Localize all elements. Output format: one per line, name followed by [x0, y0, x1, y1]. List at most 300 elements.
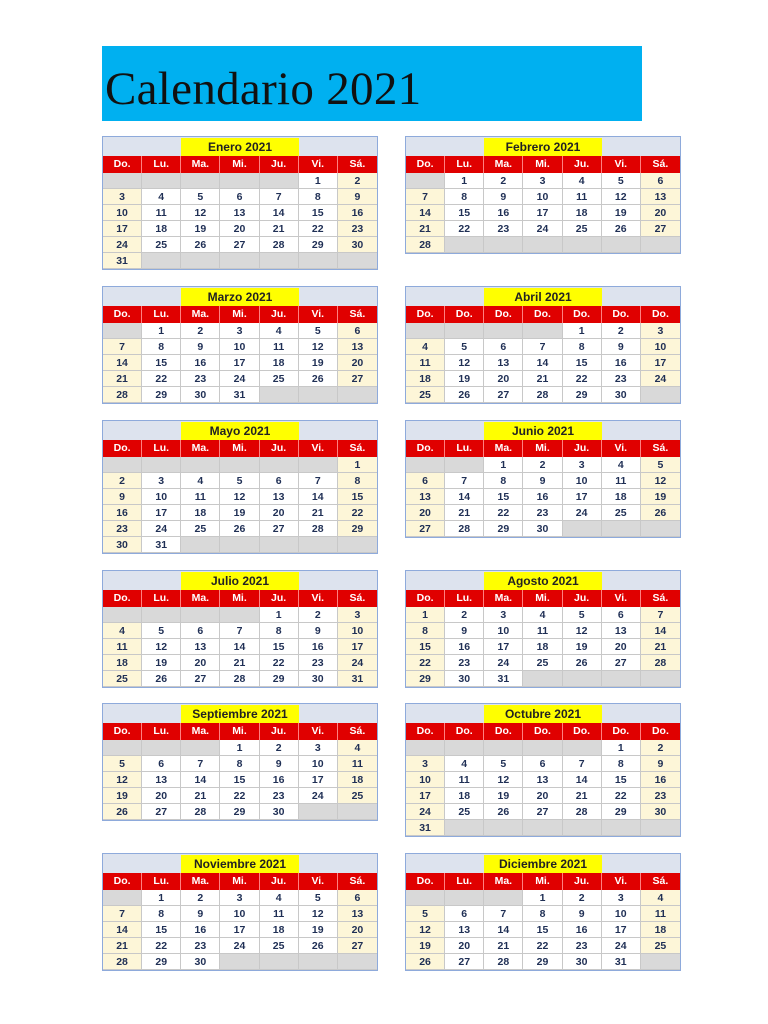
empty-day-cell	[260, 537, 299, 553]
day-cell: 23	[563, 938, 602, 954]
day-cell: 31	[220, 387, 259, 403]
empty-day-cell	[260, 253, 299, 269]
day-cell: 8	[338, 473, 377, 489]
day-cell: 18	[445, 788, 484, 804]
day-cell: 12	[299, 339, 338, 355]
weekday-label: Do.	[641, 723, 680, 740]
month-name: Julio 2021	[181, 572, 299, 590]
month-name: Octubre 2021	[484, 705, 602, 723]
week-row	[406, 890, 680, 906]
day-cell: 10	[338, 623, 377, 639]
day-cell: 17	[142, 505, 181, 521]
week-row	[406, 387, 680, 403]
day-cell: 25	[406, 387, 445, 403]
day-cell: 3	[602, 890, 641, 906]
empty-day-cell	[142, 457, 181, 473]
day-cell: 1	[406, 607, 445, 623]
weekday-label: Mi.	[220, 156, 259, 173]
empty-day-cell	[602, 820, 641, 836]
day-cell: 28	[484, 954, 523, 970]
week-row	[103, 954, 377, 970]
week-row	[103, 772, 377, 788]
day-cell: 30	[299, 671, 338, 687]
weekday-label: Lu.	[142, 306, 181, 323]
day-cell: 4	[260, 890, 299, 906]
weekday-label: Ju.	[260, 156, 299, 173]
day-cell: 4	[641, 890, 680, 906]
week-row	[103, 253, 377, 269]
day-cell: 21	[181, 788, 220, 804]
week-row	[103, 205, 377, 221]
day-cell: 3	[220, 890, 259, 906]
month-header	[103, 287, 377, 306]
day-cell: 31	[142, 537, 181, 553]
week-row	[406, 371, 680, 387]
week-row	[406, 655, 680, 671]
day-cell: 6	[181, 623, 220, 639]
weekday-label: Mi.	[220, 873, 259, 890]
month-name: Diciembre 2021	[484, 855, 602, 873]
day-cell: 25	[445, 804, 484, 820]
month-header	[406, 421, 680, 440]
day-cell: 15	[220, 772, 259, 788]
day-cell: 13	[338, 339, 377, 355]
day-cell: 19	[181, 221, 220, 237]
day-cell: 4	[181, 473, 220, 489]
weekday-label: Ma.	[181, 590, 220, 607]
day-cell: 4	[523, 607, 562, 623]
day-cell: 10	[103, 205, 142, 221]
week-row	[406, 922, 680, 938]
empty-day-cell	[523, 820, 562, 836]
day-cell: 22	[338, 505, 377, 521]
day-cell: 16	[338, 205, 377, 221]
day-cell: 3	[299, 740, 338, 756]
day-cell: 12	[299, 906, 338, 922]
empty-day-cell	[299, 457, 338, 473]
weekday-label: Ma.	[181, 156, 220, 173]
day-cell: 3	[103, 189, 142, 205]
month-header	[406, 137, 680, 156]
day-cell: 28	[103, 954, 142, 970]
day-cell: 29	[142, 387, 181, 403]
day-cell: 11	[602, 473, 641, 489]
empty-day-cell	[338, 537, 377, 553]
day-cell: 22	[602, 788, 641, 804]
day-cell: 15	[484, 489, 523, 505]
empty-day-cell	[220, 607, 259, 623]
day-cell: 2	[103, 473, 142, 489]
day-cell: 11	[260, 906, 299, 922]
day-cell: 14	[220, 639, 259, 655]
weekday-label: Sá.	[641, 590, 680, 607]
empty-day-cell	[445, 740, 484, 756]
week-row	[103, 623, 377, 639]
day-cell: 10	[523, 189, 562, 205]
weekday-label: Mi.	[523, 440, 562, 457]
empty-day-cell	[641, 237, 680, 253]
day-cell: 12	[563, 623, 602, 639]
day-cell: 30	[602, 387, 641, 403]
day-cell: 11	[445, 772, 484, 788]
day-cell: 5	[142, 623, 181, 639]
day-cell: 5	[103, 756, 142, 772]
day-cell: 30	[260, 804, 299, 820]
weekday-label: Vi.	[602, 156, 641, 173]
day-cell: 27	[181, 671, 220, 687]
empty-day-cell	[445, 890, 484, 906]
day-cell: 23	[181, 938, 220, 954]
page-title: Calendario 2021	[105, 63, 422, 115]
day-cell: 28	[445, 521, 484, 537]
day-cell: 2	[260, 740, 299, 756]
weekday-label: Ju.	[563, 590, 602, 607]
week-row	[103, 938, 377, 954]
day-cell: 3	[563, 457, 602, 473]
day-cell: 12	[220, 489, 259, 505]
day-cell: 9	[523, 473, 562, 489]
empty-day-cell	[484, 890, 523, 906]
day-cell: 29	[563, 387, 602, 403]
day-cell: 20	[260, 505, 299, 521]
week-row	[103, 355, 377, 371]
week-row	[406, 189, 680, 205]
day-cell: 1	[523, 890, 562, 906]
week-row	[103, 740, 377, 756]
day-cell: 9	[484, 189, 523, 205]
day-cell: 24	[103, 237, 142, 253]
day-cell: 17	[641, 355, 680, 371]
day-cell: 17	[406, 788, 445, 804]
day-cell: 11	[563, 189, 602, 205]
day-cell: 7	[484, 906, 523, 922]
day-cell: 19	[563, 639, 602, 655]
day-cell: 8	[602, 756, 641, 772]
day-cell: 19	[299, 922, 338, 938]
weekday-label: Do.	[563, 306, 602, 323]
empty-day-cell	[181, 457, 220, 473]
weekday-label: Do.	[103, 306, 142, 323]
weekday-label: Do.	[484, 306, 523, 323]
weekday-label: Do.	[103, 156, 142, 173]
day-cell: 19	[641, 489, 680, 505]
week-row	[103, 505, 377, 521]
month-name: Febrero 2021	[484, 138, 602, 156]
day-cell: 11	[260, 339, 299, 355]
day-cell: 28	[299, 521, 338, 537]
day-cell: 27	[220, 237, 259, 253]
day-cell: 29	[142, 954, 181, 970]
empty-day-cell	[445, 820, 484, 836]
day-cell: 11	[103, 639, 142, 655]
weekday-label: Ma.	[484, 156, 523, 173]
empty-day-cell	[641, 954, 680, 970]
day-cell: 7	[103, 339, 142, 355]
day-cell: 15	[602, 772, 641, 788]
day-cell: 15	[406, 639, 445, 655]
day-cell: 18	[181, 505, 220, 521]
day-cell: 17	[299, 772, 338, 788]
weekday-header-row	[103, 590, 377, 607]
weekday-label: Vi.	[299, 590, 338, 607]
empty-day-cell	[445, 237, 484, 253]
day-cell: 20	[602, 639, 641, 655]
month-header	[103, 704, 377, 723]
day-cell: 22	[563, 371, 602, 387]
day-cell: 1	[445, 173, 484, 189]
weekday-label: Vi.	[299, 440, 338, 457]
day-cell: 31	[484, 671, 523, 687]
empty-day-cell	[602, 671, 641, 687]
week-row	[406, 639, 680, 655]
week-row	[406, 804, 680, 820]
day-cell: 20	[220, 221, 259, 237]
day-cell: 17	[220, 922, 259, 938]
weekday-label: Vi.	[602, 440, 641, 457]
week-row	[103, 890, 377, 906]
weekday-label: Mi.	[523, 873, 562, 890]
day-cell: 23	[338, 221, 377, 237]
empty-day-cell	[220, 457, 259, 473]
weekday-label: Ju.	[260, 873, 299, 890]
day-cell: 17	[602, 922, 641, 938]
weekday-label: Sá.	[338, 723, 377, 740]
week-row	[103, 804, 377, 820]
empty-day-cell	[563, 237, 602, 253]
day-cell: 21	[641, 639, 680, 655]
weekday-label: Lu.	[445, 440, 484, 457]
empty-day-cell	[260, 173, 299, 189]
day-cell: 7	[523, 339, 562, 355]
weekday-header-row	[406, 723, 680, 740]
day-cell: 9	[563, 906, 602, 922]
day-cell: 13	[338, 906, 377, 922]
day-cell: 26	[181, 237, 220, 253]
week-row	[103, 756, 377, 772]
day-cell: 26	[406, 954, 445, 970]
day-cell: 13	[260, 489, 299, 505]
day-cell: 14	[260, 205, 299, 221]
weekday-label: Ju.	[260, 440, 299, 457]
empty-day-cell	[181, 740, 220, 756]
day-cell: 5	[445, 339, 484, 355]
day-cell: 20	[641, 205, 680, 221]
empty-day-cell	[563, 740, 602, 756]
day-cell: 31	[338, 671, 377, 687]
day-cell: 1	[299, 173, 338, 189]
day-cell: 10	[406, 772, 445, 788]
day-cell: 1	[142, 323, 181, 339]
day-cell: 25	[641, 938, 680, 954]
day-cell: 18	[641, 922, 680, 938]
day-cell: 30	[103, 537, 142, 553]
day-cell: 4	[406, 339, 445, 355]
month-calendar	[405, 570, 681, 688]
empty-day-cell	[484, 740, 523, 756]
weekday-label: Do.	[563, 723, 602, 740]
day-cell: 13	[602, 623, 641, 639]
day-cell: 28	[563, 804, 602, 820]
day-cell: 22	[299, 221, 338, 237]
month-header	[103, 854, 377, 873]
day-cell: 19	[142, 655, 181, 671]
day-cell: 2	[484, 173, 523, 189]
day-cell: 7	[641, 607, 680, 623]
day-cell: 6	[484, 339, 523, 355]
weekday-label: Do.	[406, 306, 445, 323]
day-cell: 13	[484, 355, 523, 371]
day-cell: 7	[563, 756, 602, 772]
day-cell: 14	[563, 772, 602, 788]
day-cell: 24	[406, 804, 445, 820]
day-cell: 10	[142, 489, 181, 505]
day-cell: 5	[299, 323, 338, 339]
day-cell: 27	[602, 655, 641, 671]
day-cell: 20	[181, 655, 220, 671]
day-cell: 9	[181, 906, 220, 922]
day-cell: 27	[338, 371, 377, 387]
week-row	[406, 607, 680, 623]
day-cell: 2	[181, 890, 220, 906]
day-cell: 6	[523, 756, 562, 772]
day-cell: 30	[445, 671, 484, 687]
month-calendar	[405, 703, 681, 837]
day-cell: 26	[142, 671, 181, 687]
month-calendar	[405, 136, 681, 254]
weekday-header-row	[103, 723, 377, 740]
day-cell: 24	[563, 505, 602, 521]
weekday-label: Do.	[103, 723, 142, 740]
weekday-label: Sá.	[641, 156, 680, 173]
day-cell: 7	[299, 473, 338, 489]
month-name: Marzo 2021	[181, 288, 299, 306]
day-cell: 3	[523, 173, 562, 189]
week-row	[103, 371, 377, 387]
day-cell: 13	[406, 489, 445, 505]
day-cell: 6	[338, 323, 377, 339]
empty-day-cell	[103, 607, 142, 623]
day-cell: 22	[220, 788, 259, 804]
day-cell: 7	[260, 189, 299, 205]
weekday-label: Sá.	[641, 440, 680, 457]
day-cell: 10	[299, 756, 338, 772]
empty-day-cell	[299, 954, 338, 970]
weekday-label: Do.	[103, 590, 142, 607]
day-cell: 7	[445, 473, 484, 489]
day-cell: 8	[445, 189, 484, 205]
day-cell: 1	[260, 607, 299, 623]
weekday-label: Do.	[406, 873, 445, 890]
month-calendar	[405, 853, 681, 971]
day-cell: 12	[445, 355, 484, 371]
day-cell: 5	[299, 890, 338, 906]
day-cell: 2	[602, 323, 641, 339]
day-cell: 26	[602, 221, 641, 237]
day-cell: 17	[103, 221, 142, 237]
empty-day-cell	[641, 521, 680, 537]
day-cell: 8	[406, 623, 445, 639]
empty-day-cell	[181, 607, 220, 623]
weekday-label: Lu.	[142, 723, 181, 740]
weekday-label: Ju.	[563, 440, 602, 457]
day-cell: 2	[641, 740, 680, 756]
day-cell: 17	[220, 355, 259, 371]
day-cell: 4	[142, 189, 181, 205]
day-cell: 15	[142, 922, 181, 938]
day-cell: 14	[406, 205, 445, 221]
month-calendar	[102, 136, 378, 270]
weekday-label: Sá.	[338, 156, 377, 173]
week-row	[406, 521, 680, 537]
weekday-header-row	[103, 440, 377, 457]
week-row	[103, 607, 377, 623]
month-name: Agosto 2021	[484, 572, 602, 590]
day-cell: 19	[445, 371, 484, 387]
day-cell: 12	[641, 473, 680, 489]
day-cell: 11	[406, 355, 445, 371]
week-row	[406, 237, 680, 253]
month-header	[103, 421, 377, 440]
weekday-label: Do.	[406, 156, 445, 173]
day-cell: 6	[406, 473, 445, 489]
week-row	[406, 623, 680, 639]
weekday-label: Ju.	[563, 156, 602, 173]
day-cell: 23	[181, 371, 220, 387]
day-cell: 16	[260, 772, 299, 788]
empty-day-cell	[142, 173, 181, 189]
day-cell: 7	[103, 906, 142, 922]
day-cell: 23	[484, 221, 523, 237]
day-cell: 28	[260, 237, 299, 253]
day-cell: 30	[563, 954, 602, 970]
day-cell: 7	[220, 623, 259, 639]
month-header	[103, 571, 377, 590]
week-row	[406, 173, 680, 189]
month-calendar	[405, 286, 681, 404]
weekday-header-row	[103, 306, 377, 323]
empty-day-cell	[142, 740, 181, 756]
day-cell: 13	[641, 189, 680, 205]
day-cell: 4	[338, 740, 377, 756]
day-cell: 24	[523, 221, 562, 237]
day-cell: 27	[484, 387, 523, 403]
day-cell: 25	[523, 655, 562, 671]
day-cell: 21	[103, 371, 142, 387]
day-cell: 13	[220, 205, 259, 221]
month-header	[406, 704, 680, 723]
empty-day-cell	[641, 820, 680, 836]
day-cell: 6	[260, 473, 299, 489]
day-cell: 29	[299, 237, 338, 253]
empty-day-cell	[523, 323, 562, 339]
day-cell: 28	[181, 804, 220, 820]
title-banner	[102, 46, 642, 121]
week-row	[103, 671, 377, 687]
weekday-label: Do.	[523, 306, 562, 323]
day-cell: 3	[338, 607, 377, 623]
day-cell: 5	[602, 173, 641, 189]
empty-day-cell	[220, 954, 259, 970]
weekday-header-row	[406, 873, 680, 890]
month-name: Junio 2021	[484, 422, 602, 440]
weekday-label: Ju.	[260, 723, 299, 740]
day-cell: 28	[220, 671, 259, 687]
month-header	[406, 571, 680, 590]
day-cell: 5	[484, 756, 523, 772]
day-cell: 6	[220, 189, 259, 205]
day-cell: 26	[484, 804, 523, 820]
day-cell: 16	[445, 639, 484, 655]
